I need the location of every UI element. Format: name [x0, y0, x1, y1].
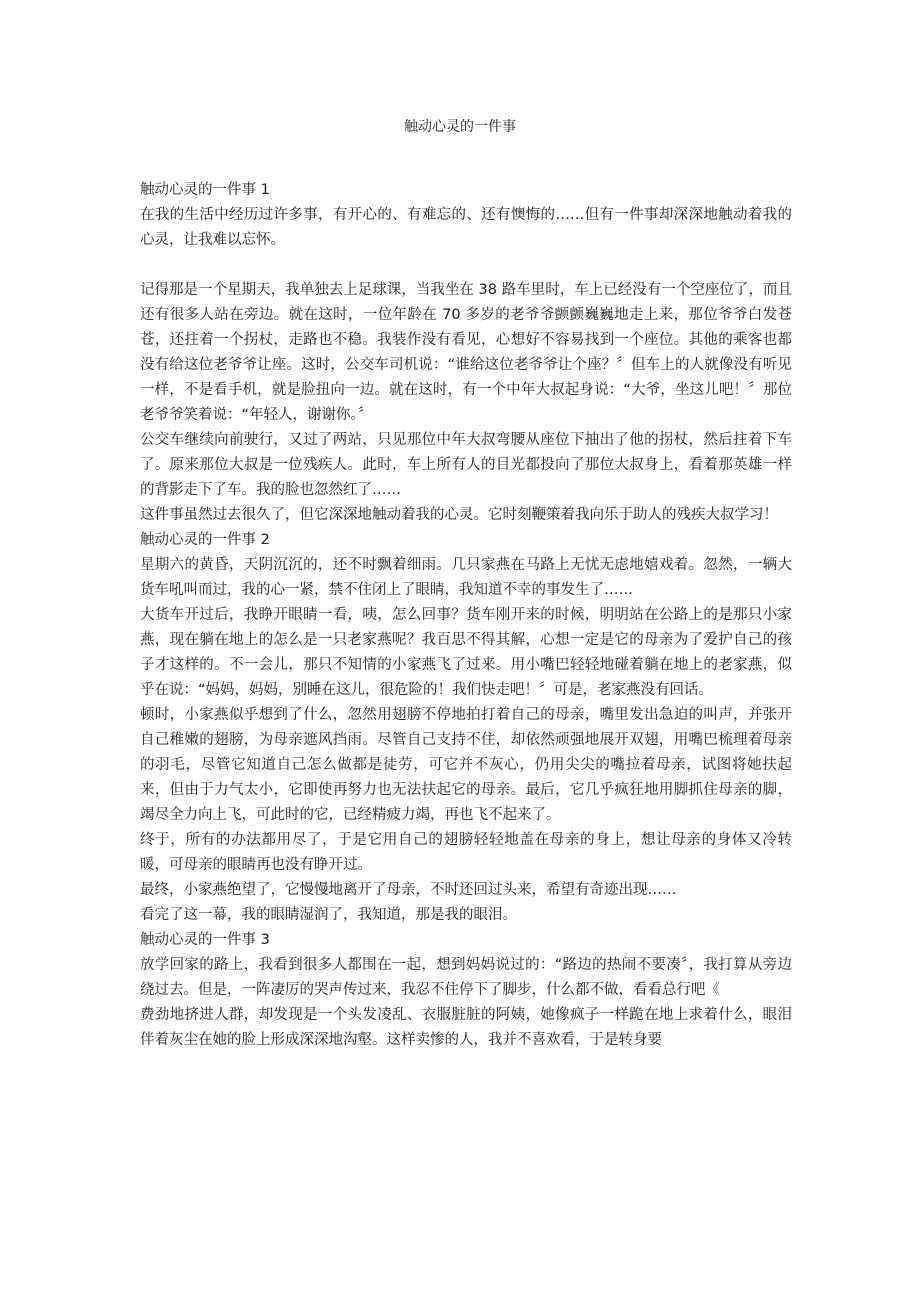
section-heading-1: 触动心灵的一件事 1 — [140, 182, 270, 198]
paragraph: 费劲地挤进人群，却发现是一个头发凌乱、衣服脏脏的阿姨，她像疯子一样跪在地上求着什么，眼泪伴着灰尘在她的脸上形成深深地沟壑。这样卖惨的人，我并不喜欢看，于是转身要 — [140, 1007, 792, 1048]
paragraph: 最终，小家燕绝望了，它慢慢地离开了母亲，不时还回过头来，希望有奇迹出现…… — [140, 882, 677, 898]
paragraph: 看完了这一幕，我的眼睛湿润了，我知道，那是我的眼泪。 — [140, 907, 517, 923]
paragraph: 顿时，小家燕似乎想到了什么，忽然用翅膀不停地拍打着自己的母亲，嘴里发出急迫的叫声，并张开自己稚嫩的翅膀，为母亲遮风挡雨。尽管自己支持不住，却依然顽强地展开双翅，用嘴巴梳理着母亲的羽毛，尽管它知道自己怎么做都是徒劳，可它并不灰心，仍用尖尖的嘴拉着母亲，试图将她扶起来，但由于力气太小，它即使再努力也无法扶起它的母亲。最后，它几乎疯狂地用脚抓住母亲的脚，竭尽全力向上飞，可此时的它，已经精疲力竭，再也飞不起来了。 — [140, 707, 792, 823]
section-heading-2: 触动心灵的一件事 2 — [140, 532, 270, 548]
document-title: 触动心灵的一件事 — [404, 119, 516, 135]
paragraph: 这件事虽然过去很久了，但它深深地触动着我的心灵。它时刻鞭策着我向乐于助人的残疾大叔学习！ — [140, 507, 778, 523]
paragraph: 公交车继续向前驶行，又过了两站，只见那位中年大叔弯腰从座位下抽出了他的拐杖，然后拄着下车了。原来那位大叔是一位残疾人。此时，车上所有人的目光都投向了那位大叔身上，看着那英雄一样的背影走下了车。我的脸也忽然红了…… — [140, 432, 792, 498]
paragraph: 记得那是一个星期天，我单独去上足球课，当我坐在 38 路车里时，车上已经没有一个空座位了，而且还有很多人站在旁边。就在这时，一位年龄在 70 多岁的老爷爷颤颤巍巍地走上来，那位爷爷白发苍苍，还拄着一个拐杖，走路也不稳。我装作没有看见，心想好不容易找到一个座位。其他的乘客也都没有给这位老爷爷让座。这时，公交车司机说：“谁给这位老爷爷让个座？〞但车上的人就像没有听见一样，不是看手机，就是脸扭向一边。就在这时，有一个中年大叔起身说：“大爷，坐这儿吧！〞那位老爷爷笑着说：“年轻人，谢谢你。〞 — [140, 282, 792, 423]
paragraph: 放学回家的路上，我看到很多人都围在一起，想到妈妈说过的：“路边的热闹不要凑〞，我打算从旁边绕过去。但是，一阵凄厉的哭声传过来，我忍不住停下了脚步，什么都不做，看看总行吧《 — [140, 957, 792, 998]
paragraph: 大货车开过后，我睁开眼睛一看，咦，怎么回事？货车刚开来的时候，明明站在公路上的是那只小家燕，现在躺在地上的怎么是一只老家燕呢？我百思不得其解，心想一定是它的母亲为了爱护自己的孩子才这样的。不一会儿，那只不知情的小家燕飞了过来。用小嘴巴轻轻地碰着躺在地上的老家燕，似乎在说：“妈妈，妈妈，别睡在这儿，很危险的！我们快走吧！〞可是，老家燕没有回话。 — [140, 607, 792, 698]
paragraph: 星期六的黄昏，天阴沉沉的，还不时飘着细雨。几只家燕在马路上无忧无虑地嬉戏着。忽然，一辆大货车吼叫而过，我的心一紧，禁不住闭上了眼睛，我知道不幸的事发生了…… — [140, 557, 792, 598]
paragraph: 终于，所有的办法都用尽了，于是它用自己的翅膀轻轻地盖在母亲的身上，想让母亲的身体又冷转暖，可母亲的眼睛再也没有睁开过。 — [140, 832, 792, 873]
blank-line — [140, 253, 792, 278]
paragraph-intro: 在我的生活中经历过许多事，有开心的、有难忘的、还有懊悔的……但有一件事却深深地触动着我的心灵，让我难以忘怀。 — [140, 207, 792, 248]
section-heading-3: 触动心灵的一件事 3 — [140, 932, 270, 948]
document-body — [140, 178, 792, 1053]
